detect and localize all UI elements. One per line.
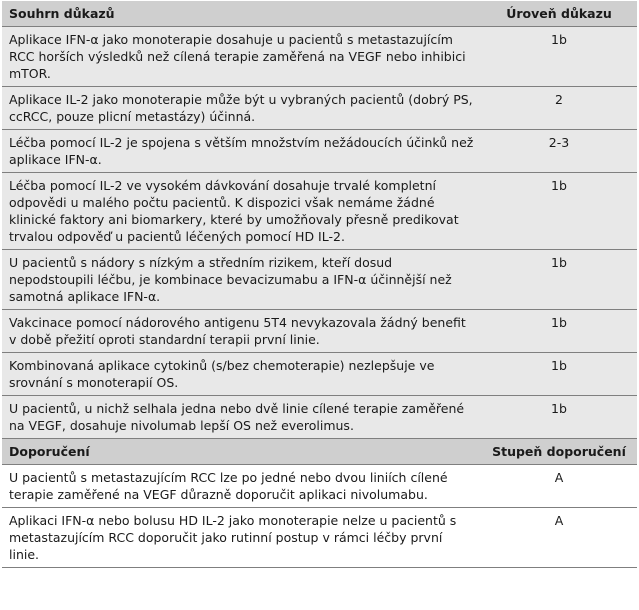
evidence-statement: Kombinovaná aplikace cytokinů (s/bez chemoterapie) nezlepšuje ve srovnání s monoterapií OS. — [2, 353, 480, 396]
recommendation-grade: A — [480, 508, 637, 568]
evidence-level: 1b — [480, 353, 637, 396]
evidence-header-statement: Souhrn důkazů — [2, 1, 480, 27]
evidence-row — [2, 396, 637, 439]
evidence-statement: Aplikace IFN-α jako monoterapie dosahuje u pacientů s metastazujícím RCC horších výsledků než cílená terapie zaměřená na VEGF nebo inhibici mTOR. — [2, 27, 480, 87]
evidence-row — [2, 27, 637, 87]
evidence-row — [2, 310, 637, 353]
evidence-statement: U pacientů, u nichž selhala jedna nebo dvě linie cílené terapie zaměřené na VEGF, dosahuje nivolumab lepší OS než everolimus. — [2, 396, 480, 439]
evidence-statement: Aplikace IL-2 jako monoterapie může být u vybraných pacientů (dobrý PS, ccRCC, pouze plicní metastázy) účinná. — [2, 87, 480, 130]
evidence-row — [2, 353, 637, 396]
evidence-header-level: Úroveň důkazu — [480, 1, 637, 27]
evidence-row — [2, 173, 637, 250]
recommendation-header-statement: Doporučení — [2, 439, 480, 465]
evidence-level: 1b — [480, 396, 637, 439]
evidence-level: 1b — [480, 27, 637, 87]
evidence-statement: Vakcinace pomocí nádorového antigenu 5T4 nevykazovala žádný benefit v době přežití oproti standardní terapii první linie. — [2, 310, 480, 353]
evidence-statement: Léčba pomocí IL-2 je spojena s větším množstvím nežádoucích účinků než aplikace IFN-α. — [2, 130, 480, 173]
evidence-row — [2, 250, 637, 310]
evidence-row — [2, 130, 637, 173]
recommendation-header-row — [2, 439, 637, 465]
recommendation-row — [2, 465, 637, 508]
evidence-level: 1b — [480, 250, 637, 310]
recommendation-row — [2, 508, 637, 568]
evidence-statement: U pacientů s nádory s nízkým a středním rizikem, kteří dosud nepodstoupili léčbu, je kombinace bevacizumabu a IFN-α účinnější než samotná aplikace IFN-α. — [2, 250, 480, 310]
evidence-level: 2-3 — [480, 130, 637, 173]
evidence-header-row — [2, 1, 637, 27]
evidence-level: 1b — [480, 310, 637, 353]
recommendation-statement: U pacientů s metastazujícím RCC lze po jedné nebo dvou liniích cílené terapie zaměřené na VEGF důrazně doporučit aplikaci nivolumabu. — [2, 465, 480, 508]
evidence-recommendation-table — [2, 1, 637, 568]
recommendation-statement: Aplikaci IFN-α nebo bolusu HD IL-2 jako monoterapie nelze u pacientů s metastazujícím RCC doporučit jako rutinní postup v rámci léčby první linie. — [2, 508, 480, 568]
recommendation-header-grade: Stupeň doporučení — [480, 439, 637, 465]
evidence-statement: Léčba pomocí IL-2 ve vysokém dávkování dosahuje trvalé kompletní odpovědi u malého počtu pacientů. K dispozici však nemáme žádné klinické faktory ani biomarkery, které by umožňovaly přesně predikovat trvalou odpověď u pacientů léčených pomocí HD IL-2. — [2, 173, 480, 250]
evidence-row — [2, 87, 637, 130]
evidence-level: 2 — [480, 87, 637, 130]
recommendation-grade: A — [480, 465, 637, 508]
evidence-level: 1b — [480, 173, 637, 250]
